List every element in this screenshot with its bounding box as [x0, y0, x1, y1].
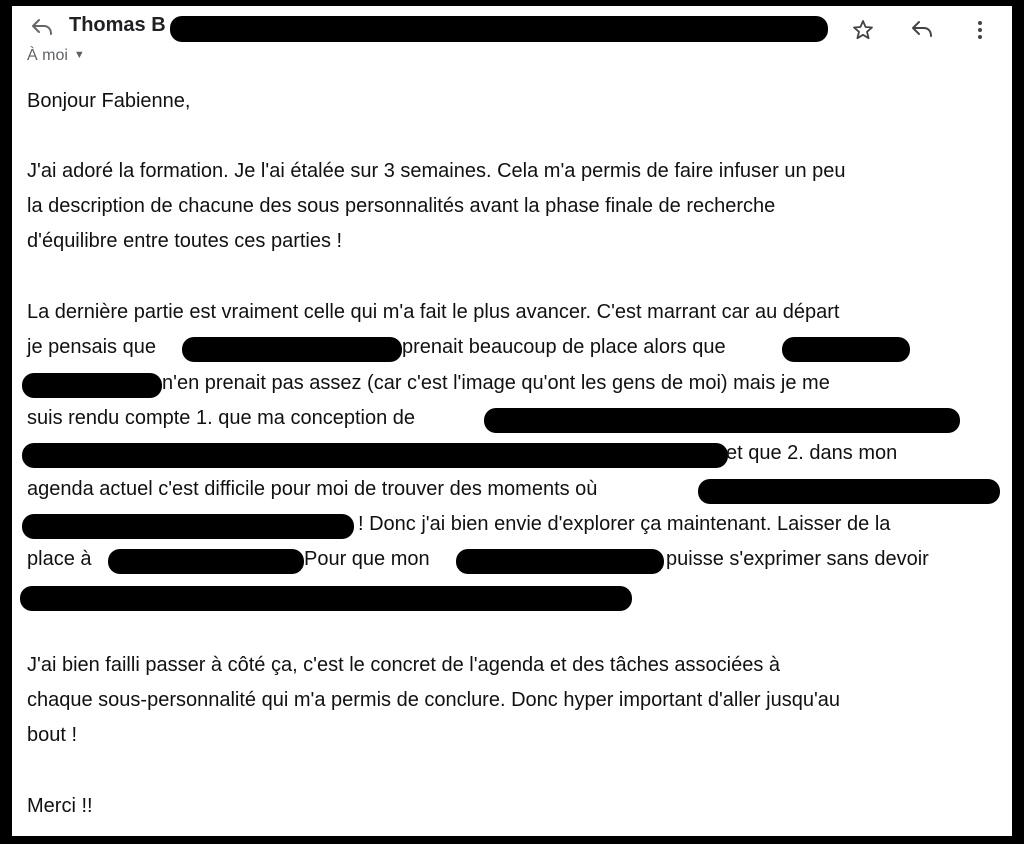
body-p2-line-2b: prenait beaucoup de place alors que: [402, 336, 726, 358]
body-p2-line-8a: place à: [27, 548, 92, 570]
body-p3-line-2: chaque sous-personnalité qui m'a permis de conclure. Donc hyper important d'aller jusqu'au: [27, 689, 841, 711]
chevron-down-icon: ▼: [73, 49, 85, 61]
body-p2-line-8b: Pour que mon: [304, 548, 430, 570]
redaction: [20, 586, 632, 611]
redaction: [484, 408, 960, 433]
redaction: [22, 373, 162, 398]
redaction: [108, 549, 304, 574]
reply-arrow-icon[interactable]: [30, 16, 54, 38]
redaction: [22, 514, 354, 539]
email-card: [12, 6, 1012, 836]
body-p1-line-2: la description de chacune des sous personnalités avant la phase finale de recherche: [27, 195, 776, 217]
recipient-dropdown[interactable]: [27, 47, 85, 65]
greeting: Bonjour Fabienne,: [27, 90, 191, 112]
body-p2-line-1: La dernière partie est vraiment celle qui m'a fait le plus avancer. C'est marrant car au départ: [27, 301, 840, 323]
body-p3-line-1: J'ai bien failli passer à côté ça, c'est le concret de l'agenda et des tâches associées à: [27, 654, 780, 676]
body-p2-line-4: suis rendu compte 1. que ma conception de: [27, 407, 416, 429]
redaction: [182, 337, 402, 362]
redaction: [782, 337, 910, 362]
sender-name[interactable]: Thomas B: [69, 14, 166, 36]
star-icon[interactable]: [851, 18, 875, 42]
recipient-label: À moi: [27, 47, 68, 64]
reply-icon[interactable]: [910, 18, 934, 40]
body-p2-line-8c: puisse s'exprimer sans devoir: [666, 548, 929, 570]
body-p1-line-3: d'équilibre entre toutes ces parties !: [27, 230, 343, 252]
body-p2-line-6: agenda actuel c'est difficile pour moi de trouver des moments où: [27, 478, 598, 500]
more-vert-icon[interactable]: [972, 18, 988, 42]
body-p3-line-3: bout !: [27, 724, 78, 746]
body-p2-line-7: ! Donc j'ai bien envie d'explorer ça maintenant. Laisser de la: [358, 513, 891, 535]
redacted-sender-email: [170, 16, 828, 42]
body-p2-line-2a: je pensais que: [27, 336, 156, 358]
redaction: [698, 479, 1000, 504]
body-p1-line-1: J'ai adoré la formation. Je l'ai étalée sur 3 semaines. Cela m'a permis de faire infuser un peu: [27, 160, 846, 182]
closing: Merci !!: [27, 795, 93, 817]
body-p2-line-3: n'en prenait pas assez (car c'est l'image qu'ont les gens de moi) mais je me: [162, 372, 830, 394]
redaction: [456, 549, 664, 574]
body-p2-line-5: et que 2. dans mon: [726, 442, 898, 464]
redaction: [22, 443, 728, 468]
